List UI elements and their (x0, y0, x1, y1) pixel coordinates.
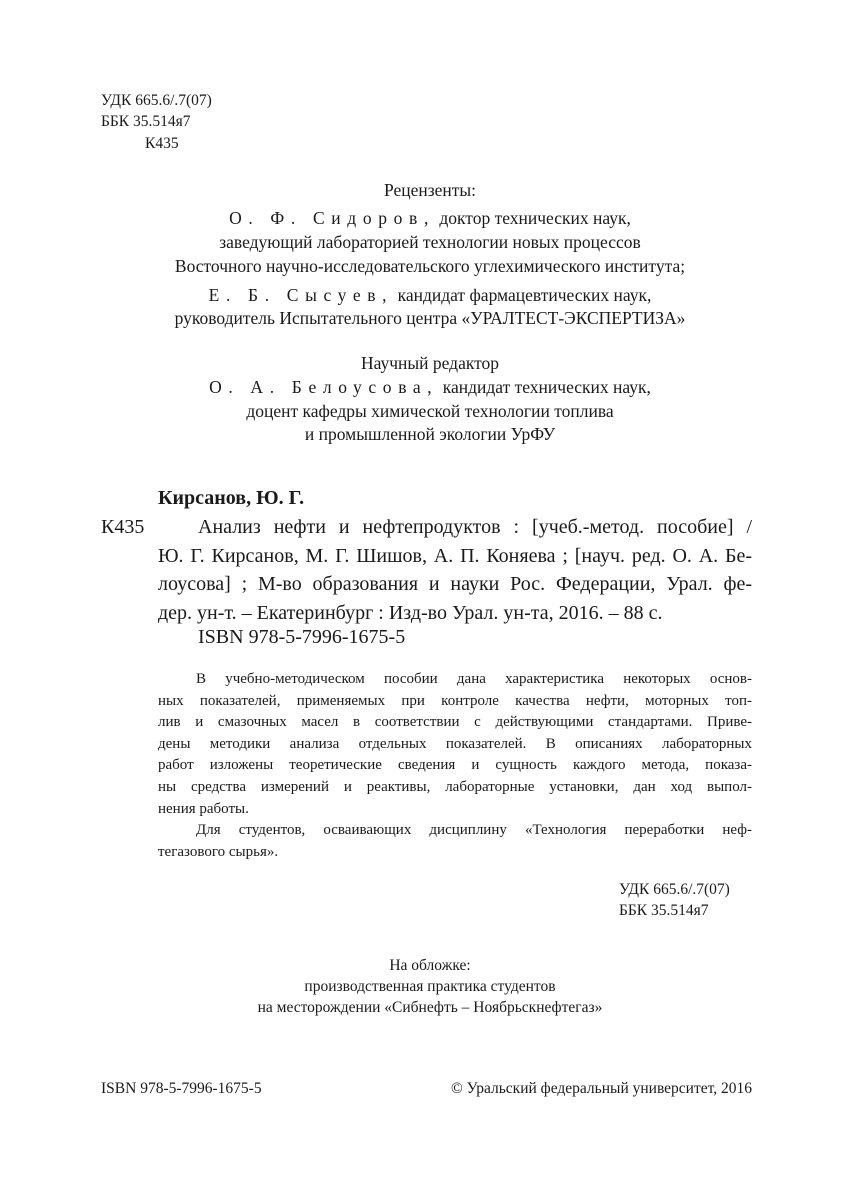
abstract-p1-line-3: лив и смазочных масел в соответствии с действующими стандартами. Приве- (158, 714, 752, 731)
reviewer-2-name: Е. Б. Сысуев, (208, 285, 394, 305)
bib-line-1: Анализ нефти и нефтепродуктов : [учеб.-метод. пособие] / (198, 516, 752, 538)
footer-copyright: © Уральский федеральный университет, 2016 (450, 1080, 752, 1097)
editor-heading: Научный редактор (360, 353, 500, 373)
footer-isbn: ISBN 978-5-7996-1675-5 (101, 1080, 262, 1097)
abstract-p1-line-6: ны средства измерений и реактивы, лабораторные установки, дан ход выпол- (158, 778, 752, 795)
bib-line-4: дер. ун-т. – Екатеринбург : Изд-во Урал. ун-та, 2016. – 88 с. (158, 601, 663, 624)
bib-isbn: ISBN 978-5-7996-1675-5 (198, 626, 406, 648)
bib-author: Кирсанов, Ю. Г. (158, 487, 305, 509)
abstract-p1-line-7: нения работы. (158, 800, 249, 817)
reviewer-1-line-1 (90, 206, 770, 231)
bib-line-2: Ю. Г. Кирсанов, М. Г. Шишов, А. П. Коняева ; [науч. ред. О. А. Бе- (158, 544, 752, 567)
reviewers-heading: Рецензенты: (383, 180, 477, 200)
reviewer-1-title: доктор технических наук, (439, 208, 631, 228)
editor-title: кандидат технических наук, (442, 377, 651, 397)
reviewer-2-line-1 (90, 283, 770, 308)
udk-code-repeat: УДК 665.6/.7(07) (619, 881, 730, 898)
editor-line-3: и промышленной экологии УрФУ (304, 424, 556, 444)
abstract-p1-line-5: работ изложены теоретические сведения и сущность каждого метода, показа- (158, 757, 752, 774)
bbk-code: ББК 35.514я7 (101, 113, 191, 130)
abstract-p2-line-2: тегазового сырья». (158, 843, 279, 860)
editor-line-2: доцент кафедры химической технологии топлива (246, 401, 614, 421)
abstract (158, 669, 752, 863)
bbk-code-repeat: ББК 35.514я7 (619, 902, 709, 919)
bib-description (158, 513, 752, 627)
cover-note-heading: На обложке: (389, 957, 471, 974)
cover-note-line-3: на месторождении «Сибнефть – Ноябрьскнефтегаз» (257, 999, 603, 1016)
cover-note-line-2: производственная практика студентов (304, 978, 556, 995)
author-mark: К435 (145, 135, 179, 152)
reviewer-2-line-2: руководитель Испытательного центра «УРАЛТЕСТ-ЭКСПЕРТИЗА» (174, 308, 686, 328)
reviewer-1-line-2: заведующий лабораторией технологии новых процессов (219, 232, 641, 252)
abstract-p1-line-1: В учебно-методическом пособии дана характеристика некоторых основ- (196, 671, 752, 687)
bib-line-3: лоусова] ; М-во образования и науки Рос. Федерации, Урал. фе- (158, 573, 752, 595)
editor-line-1 (90, 375, 770, 400)
reviewer-1-line-3: Восточного научно-исследовательского углехимического института; (174, 256, 686, 276)
udk-code: УДК 665.6/.7(07) (101, 92, 212, 109)
reviewer-1-name: О. Ф. Сидоров, (229, 208, 435, 228)
bib-author-mark: К435 (101, 516, 145, 538)
editor-name: О. А. Белоусова, (209, 377, 439, 397)
abstract-p2-line-1: Для студентов, осваивающих дисциплину «Технология переработки неф- (196, 822, 752, 839)
abstract-p1-line-4: дены методики анализа отдельных показателей. В описаниях лабораторных (158, 735, 752, 752)
abstract-p1-line-2: ных показателей, применяемых при контроле качества нефти, моторных топ- (158, 692, 752, 709)
reviewer-2-title: кандидат фармацевтических наук, (397, 285, 652, 305)
